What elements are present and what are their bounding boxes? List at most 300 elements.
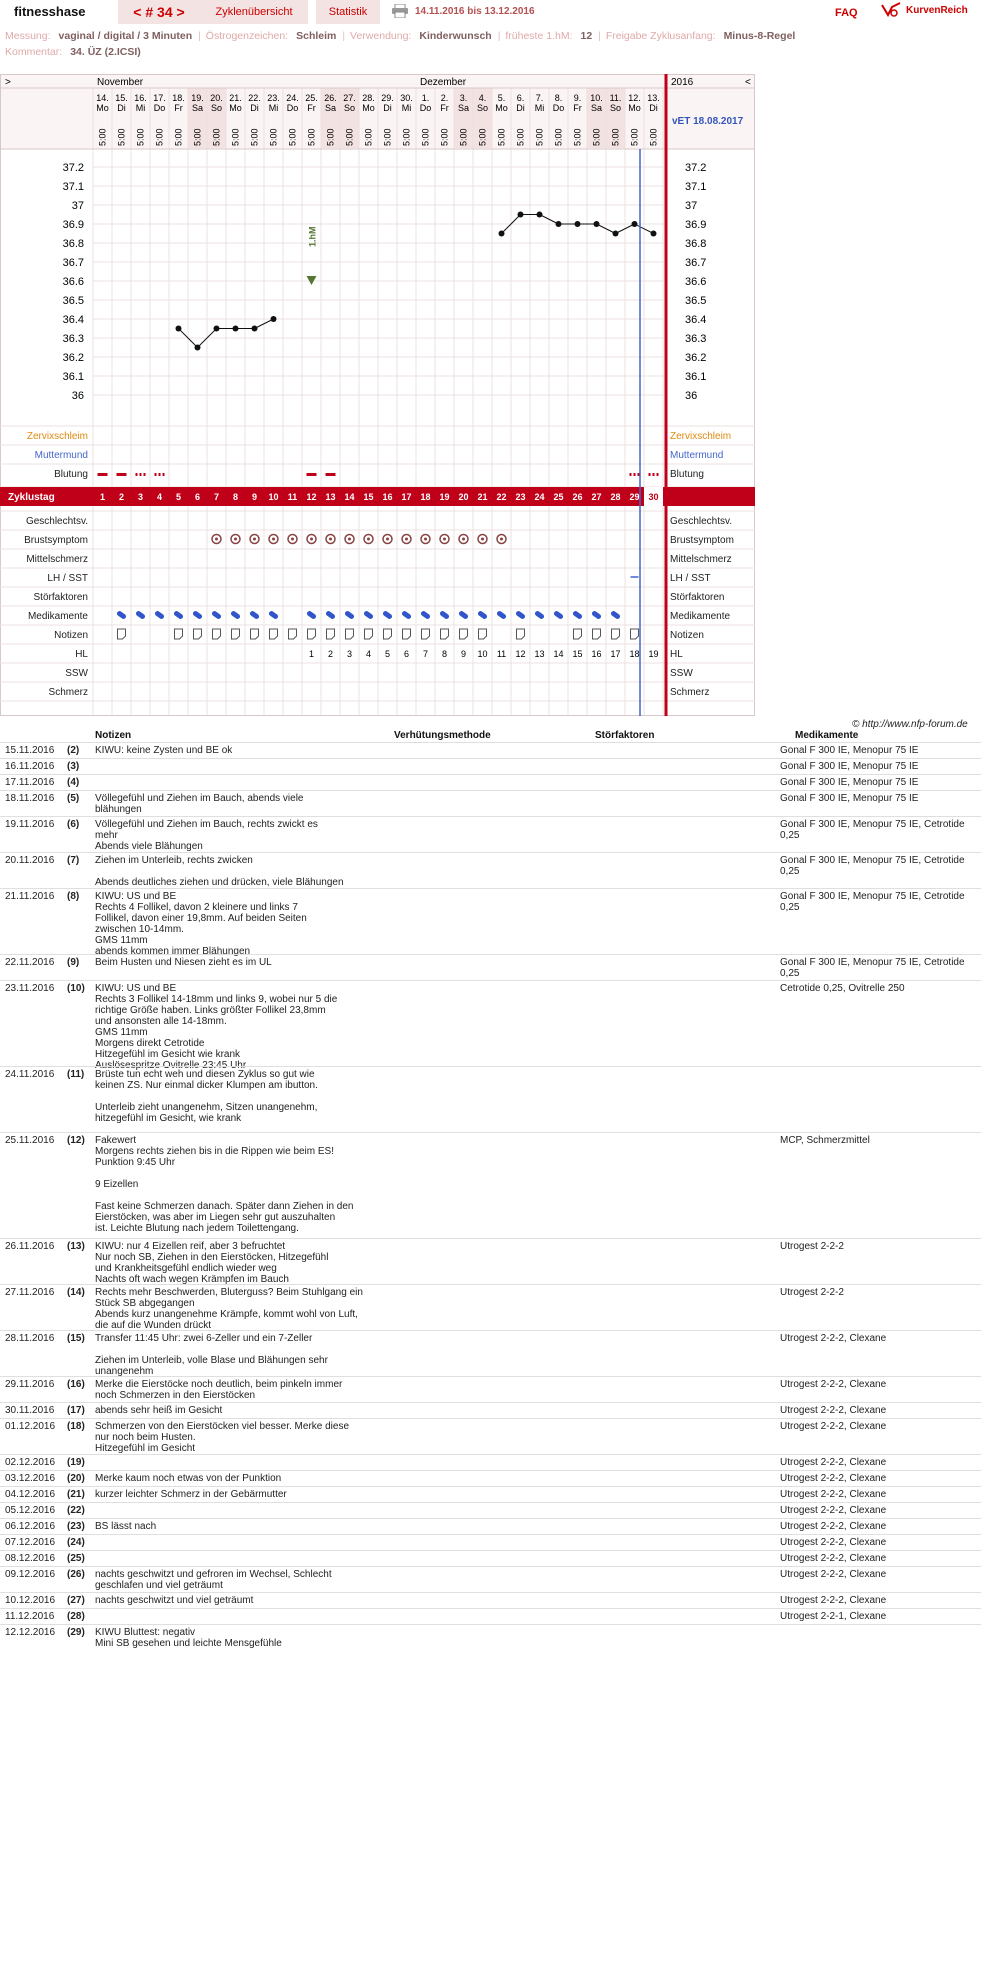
- note-text: KIWU: keine Zysten und BE ok: [95, 745, 233, 756]
- measurement-time: 5:00: [154, 128, 165, 146]
- note-date: 20.11.2016: [5, 855, 55, 866]
- note-row: [0, 1518, 981, 1534]
- temperature-point: [575, 221, 581, 227]
- col-medi: Medikamente: [795, 730, 859, 741]
- note-icon: [517, 629, 525, 639]
- row-label-right-notizen: Notizen: [670, 630, 704, 641]
- measurement-time: 5:00: [477, 128, 488, 146]
- cycle-day-row: [0, 487, 755, 506]
- day-number: 24.: [286, 93, 299, 103]
- note-medication: Utrogest 2-2-1, Clexane: [780, 1611, 887, 1622]
- row-label-right-hl: HL: [670, 649, 683, 660]
- note-medication: MCP, Schmerzmittel: [780, 1135, 870, 1146]
- day-number: 3.: [459, 93, 468, 103]
- day-number: 22.: [248, 93, 261, 103]
- note-text: Brüste tun echt weh und diesen Zyklus so gut wie keinen ZS. Nur einmal dicker Klumpen am ibutton. Unterleib zieht unangenehm, Sitzen unangenehm, hitzegefühl im Gesicht, wie krank: [95, 1069, 318, 1124]
- row-label-zyklustag: Zyklustag: [8, 492, 55, 503]
- weekday-label: Mi: [401, 103, 412, 113]
- breast-symptom-icon-dot: [310, 538, 313, 541]
- note-cycle-day: (12): [67, 1135, 85, 1146]
- note-icon: [631, 629, 639, 639]
- cycle-day-number: 8: [232, 492, 239, 502]
- weekday-label: Mo: [495, 103, 508, 113]
- cycle-day-number: 21: [477, 492, 488, 502]
- y-tick-right: 36.7: [685, 257, 707, 269]
- note-row: [0, 1376, 981, 1402]
- note-medication: Gonal F 300 IE, Menopur 75 IE: [780, 793, 919, 804]
- row-label-medi: Medikamente: [27, 611, 88, 622]
- note-medication: Utrogest 2-2-2, Clexane: [780, 1421, 887, 1432]
- note-cycle-day: (20): [67, 1473, 85, 1484]
- day-number: 19.: [191, 93, 204, 103]
- note-date: 25.11.2016: [5, 1135, 55, 1146]
- row-label-ssw: SSW: [65, 668, 88, 679]
- measurement-time: 5:00: [306, 128, 317, 146]
- y-tick-right: 37.1: [685, 181, 707, 193]
- note-medication: Utrogest 2-2-2, Clexane: [780, 1521, 887, 1532]
- year-label: 2016: [671, 77, 694, 88]
- hl-number: 17: [610, 649, 621, 659]
- temperature-point: [233, 326, 239, 332]
- faq-link[interactable]: FAQ: [835, 7, 858, 19]
- cycle-day-number: 3: [137, 492, 144, 502]
- note-medication: Utrogest 2-2-2, Clexane: [780, 1379, 887, 1390]
- y-tick-right: 36.2: [685, 352, 707, 364]
- day-number: 6.: [516, 93, 525, 103]
- measurement-time: 5:00: [553, 128, 564, 146]
- note-medication: Gonal F 300 IE, Menopur 75 IE: [780, 745, 919, 756]
- weekday-label: Sa: [457, 103, 470, 113]
- note-cycle-day: (17): [67, 1405, 85, 1416]
- row-label-right-muttermund: Muttermund: [670, 450, 724, 461]
- weekday-label: Di: [250, 103, 259, 113]
- note-cycle-day: (2): [67, 745, 80, 756]
- row-label-right-zervix: Zervixschleim: [670, 431, 732, 442]
- breast-symptom-icon-dot: [291, 538, 294, 541]
- note-date: 01.12.2016: [5, 1421, 56, 1432]
- row-label-schmerz: Schmerz: [48, 687, 88, 698]
- note-icon: [441, 629, 449, 639]
- cycle-day-number: 11: [287, 492, 298, 502]
- cycle-day-number: 9: [251, 492, 258, 502]
- row-label-right-stoer: Störfaktoren: [670, 592, 725, 603]
- note-row: [0, 774, 981, 790]
- y-tick-right: 36.4: [685, 314, 707, 326]
- spotting-mark: [155, 473, 157, 476]
- note-icon: [612, 629, 620, 639]
- breast-symptom-icon-dot: [272, 538, 275, 541]
- note-cycle-day: (19): [67, 1457, 85, 1468]
- next-cycle-button[interactable]: >: [176, 4, 185, 20]
- measurement-time: 5:00: [420, 128, 431, 146]
- measurement-time: 5:00: [249, 128, 260, 146]
- note-row: [0, 1566, 981, 1592]
- weekday-label: Fr: [440, 103, 449, 113]
- cycle-day-number: 13: [325, 492, 336, 502]
- note-cycle-day: (28): [67, 1611, 85, 1622]
- note-date: 18.11.2016: [5, 793, 55, 804]
- measurement-time: 5:00: [515, 128, 526, 146]
- breast-symptom-icon-dot: [253, 538, 256, 541]
- prev-cycle-button[interactable]: <: [133, 4, 142, 20]
- row-label-right-geschlecht: Geschlechtsv.: [670, 516, 733, 527]
- note-icon: [574, 629, 582, 639]
- breast-symptom-icon-dot: [215, 538, 218, 541]
- note-icon: [479, 629, 487, 639]
- y-tick-right: 36.8: [685, 238, 707, 250]
- weekday-label: Fr: [573, 103, 582, 113]
- note-row: [0, 1470, 981, 1486]
- note-cycle-day: (4): [67, 777, 80, 788]
- breast-symptom-icon-dot: [405, 538, 408, 541]
- cycle-overview-tab[interactable]: Zyklenübersicht: [200, 0, 308, 24]
- hl-number: 2: [327, 649, 334, 659]
- note-cycle-day: (3): [67, 761, 80, 772]
- statistics-tab[interactable]: Statistik: [316, 0, 380, 24]
- note-text: Völlegefühl und Ziehen im Bauch, rechts zwickt es mehr Abends viele Blähungen: [95, 819, 318, 852]
- row-label-right-blutung: Blutung: [670, 469, 704, 480]
- cycle-day-number: 1: [99, 492, 106, 502]
- note-text: abends sehr heiß im Gesicht: [95, 1405, 223, 1416]
- note-icon: [118, 629, 126, 639]
- hl-number: 10: [477, 649, 488, 659]
- note-icon: [346, 629, 354, 639]
- note-text: BS lässt nach: [95, 1521, 157, 1532]
- spotting-mark: [163, 473, 165, 476]
- weekday-label: Sa: [191, 103, 204, 113]
- note-cycle-day: (14): [67, 1287, 85, 1298]
- hl-number: 19: [648, 649, 659, 659]
- y-tick-left: 36.4: [62, 314, 84, 326]
- logo-icon: [880, 1, 902, 22]
- note-cycle-day: (21): [67, 1489, 85, 1500]
- note-icon: [308, 629, 316, 639]
- breast-symptom-icon-dot: [367, 538, 370, 541]
- note-text: Rechts mehr Beschwerden, Bluterguss? Beim Stuhlgang ein Stück SB abgegangen Abends kurz unangenehme Krämpfe, kommt wohl von Luft, die auf die Wunden drückt: [95, 1287, 363, 1331]
- day-number: 26.: [324, 93, 337, 103]
- top-navigation: [0, 0, 981, 26]
- note-date: 07.12.2016: [5, 1537, 56, 1548]
- row-label-stoer: Störfaktoren: [33, 592, 88, 603]
- cycle-day-number: 12: [306, 492, 317, 502]
- first-high-marker-label: 1.hM: [307, 226, 318, 247]
- temperature-point: [537, 212, 543, 218]
- note-date: 10.12.2016: [5, 1595, 56, 1606]
- note-date: 09.12.2016: [5, 1569, 56, 1580]
- note-date: 05.12.2016: [5, 1505, 56, 1516]
- note-icon: [422, 629, 430, 639]
- y-tick-left: 36.1: [62, 371, 84, 383]
- row-label-right-ssw: SSW: [670, 668, 693, 679]
- day-number: 10.: [590, 93, 603, 103]
- note-row: [0, 1592, 981, 1608]
- y-tick-left: 36.6: [62, 276, 84, 288]
- row-label-blutung: Blutung: [54, 469, 88, 480]
- measurement-time: 5:00: [363, 128, 374, 146]
- note-medication: Gonal F 300 IE, Menopur 75 IE, Cetrotide 0,25: [780, 957, 965, 979]
- note-text: nachts geschwitzt und viel geträumt: [95, 1595, 254, 1606]
- col-stoer: Störfaktoren: [595, 730, 655, 741]
- day-number: 8.: [554, 93, 563, 103]
- temperature-point: [518, 212, 524, 218]
- cycle-day-number: 17: [401, 492, 412, 502]
- note-medication: Utrogest 2-2-2, Clexane: [780, 1333, 887, 1344]
- hl-number: 7: [422, 649, 429, 659]
- weekday-label: Fr: [174, 103, 183, 113]
- measurement-time: 5:00: [610, 128, 621, 146]
- day-number: 12.: [628, 93, 641, 103]
- note-icon: [213, 629, 221, 639]
- weekday-label: Di: [649, 103, 658, 113]
- note-cycle-day: (15): [67, 1333, 85, 1344]
- row-label-right-mittel: Mittelschmerz: [670, 554, 732, 565]
- note-cycle-day: (29): [67, 1627, 85, 1638]
- comment-info: Kommentar: 34. ÜZ (2.ICSI): [5, 46, 141, 58]
- bleeding-mark: [307, 473, 317, 476]
- breast-symptom-icon-dot: [386, 538, 389, 541]
- spotting-mark: [638, 473, 640, 476]
- breast-symptom-icon-dot: [234, 538, 237, 541]
- day-number: 27.: [343, 93, 356, 103]
- note-row: [0, 1284, 981, 1330]
- weekday-label: Di: [383, 103, 392, 113]
- note-text: KIWU: nur 4 Eizellen reif, aber 3 befruchtet Nur noch SB, Ziehen in den Eierstöcken, Hitzegefühl und Krankheitsgefühl endlich wieder weg Nachts oft wach wegen Krämpfen im Bauch: [95, 1241, 329, 1285]
- note-medication: Gonal F 300 IE, Menopur 75 IE, Cetrotide 0,25: [780, 819, 965, 841]
- note-medication: Gonal F 300 IE, Menopur 75 IE, Cetrotide 0,25: [780, 891, 965, 913]
- measurement-time: 5:00: [648, 128, 659, 146]
- note-row: [0, 852, 981, 888]
- spotting-mark: [634, 473, 636, 476]
- temperature-point: [556, 221, 562, 227]
- measurement-time: 5:00: [344, 128, 355, 146]
- day-number: 16.: [134, 93, 147, 103]
- note-row: [0, 1502, 981, 1518]
- hl-number: 4: [365, 649, 372, 659]
- note-date: 30.11.2016: [5, 1405, 55, 1416]
- measurement-time: 5:00: [97, 128, 108, 146]
- note-text: Schmerzen von den Eierstöcken viel besser. Merke diese nur noch beim Husten. Hitzegefühl im Gesicht: [95, 1421, 350, 1454]
- weekday-label: Mi: [135, 103, 146, 113]
- weekday-label: Sa: [590, 103, 603, 113]
- note-medication: Utrogest 2-2-2, Clexane: [780, 1457, 887, 1468]
- note-text: KIWU Bluttest: negativ Mini SB gesehen und leichte Mensgefühle: [95, 1627, 282, 1649]
- note-date: 08.12.2016: [5, 1553, 56, 1564]
- day-number: 18.: [172, 93, 185, 103]
- note-text: Merke die Eierstöcke noch deutlich, beim pinkeln immer noch Schmerzen in den Eierstöcken: [95, 1379, 343, 1401]
- hl-number: 1: [308, 649, 315, 659]
- user-name: fitnesshase: [14, 4, 86, 19]
- y-tick-right: 36.6: [685, 276, 707, 288]
- note-icon: [194, 629, 202, 639]
- cycle-chart: [0, 74, 755, 716]
- day-number: 29.: [381, 93, 394, 103]
- note-date: 04.12.2016: [5, 1489, 56, 1500]
- weekday-label: Di: [516, 103, 525, 113]
- cycle-day-number: 18: [420, 492, 431, 502]
- weekday-label: Mi: [534, 103, 545, 113]
- note-medication: Utrogest 2-2-2, Clexane: [780, 1595, 887, 1606]
- note-row: [0, 1066, 981, 1132]
- note-medication: Utrogest 2-2-2, Clexane: [780, 1553, 887, 1564]
- note-date: 23.11.2016: [5, 983, 55, 994]
- logo-text: KurvenReich: [906, 5, 968, 16]
- cycle-day-number: 14: [344, 492, 355, 502]
- y-tick-right: 37.2: [685, 162, 707, 174]
- day-number: 5.: [497, 93, 506, 103]
- cycle-day-number: 28: [610, 492, 621, 502]
- note-icon: [232, 629, 240, 639]
- weekday-label: Do: [286, 103, 299, 113]
- note-date: 22.11.2016: [5, 957, 55, 968]
- breast-symptom-icon-dot: [348, 538, 351, 541]
- note-cycle-day: (11): [67, 1069, 85, 1080]
- note-medication: Utrogest 2-2-2, Clexane: [780, 1537, 887, 1548]
- note-row: [0, 1486, 981, 1502]
- weekday-label: Mo: [229, 103, 242, 113]
- month-label: November: [97, 77, 144, 88]
- note-date: 24.11.2016: [5, 1069, 55, 1080]
- weekday-label: Do: [419, 103, 432, 113]
- note-medication: Gonal F 300 IE, Menopur 75 IE: [780, 777, 919, 788]
- weekday-label: So: [609, 103, 622, 113]
- note-cycle-day: (5): [67, 793, 80, 804]
- col-method: Verhütungsmethode: [394, 730, 491, 741]
- spotting-mark: [630, 473, 632, 476]
- y-tick-left: 36.7: [62, 257, 84, 269]
- note-medication: Utrogest 2-2-2: [780, 1241, 844, 1252]
- weekday-label: So: [210, 103, 223, 113]
- note-cycle-day: (24): [67, 1537, 85, 1548]
- note-text: Völlegefühl und Ziehen im Bauch, abends viele blähungen: [95, 793, 304, 815]
- note-icon: [327, 629, 335, 639]
- spotting-mark: [159, 473, 161, 476]
- row-label-hl: HL: [75, 649, 88, 660]
- day-number: 30.: [400, 93, 413, 103]
- note-text: KIWU: US und BE Rechts 3 Follikel 14-18mm und links 9, wobei nur 5 die richtige Größe haben. Links größter Follikel 23,8mm und ansonsten alle 14-18mm. GMS 11mm Morgens direkt Cetrotide Hitzegefühl im Gesicht wie krank Auslösespritze Ovitrelle 23:45 Uhr: [95, 983, 338, 1071]
- spotting-mark: [649, 473, 651, 476]
- spotting-mark: [144, 473, 146, 476]
- measurement-time: 5:00: [401, 128, 412, 146]
- note-cycle-day: (9): [67, 957, 80, 968]
- measurement-time: 5:00: [230, 128, 241, 146]
- note-cycle-day: (8): [67, 891, 80, 902]
- note-date: 16.11.2016: [5, 761, 55, 772]
- y-tick-right: 36.3: [685, 333, 707, 345]
- note-icon: [593, 629, 601, 639]
- measurement-time: 5:00: [173, 128, 184, 146]
- day-number: 23.: [267, 93, 280, 103]
- cycle-day-number: 23: [515, 492, 526, 502]
- temperature-point: [214, 326, 220, 332]
- cycle-day-number: 26: [572, 492, 583, 502]
- bleeding-mark: [117, 473, 127, 476]
- measurement-time: 5:00: [211, 128, 222, 146]
- note-cycle-day: (10): [67, 983, 85, 994]
- note-icon: [460, 629, 468, 639]
- note-date: 27.11.2016: [5, 1287, 55, 1298]
- measurement-time: 5:00: [192, 128, 203, 146]
- row-label-right-schmerz: Schmerz: [670, 687, 710, 698]
- day-number: 20.: [210, 93, 223, 103]
- row-label-notizen: Notizen: [54, 630, 88, 641]
- cycle-day-number: 30: [648, 492, 659, 502]
- cycle-day-number: 2: [118, 492, 125, 502]
- breast-symptom-icon-dot: [500, 538, 503, 541]
- note-row: [0, 1418, 981, 1454]
- spotting-mark: [653, 473, 655, 476]
- scroll-left-button[interactable]: >: [5, 77, 11, 88]
- weekday-label: Mo: [96, 103, 109, 113]
- measurement-time: 5:00: [287, 128, 298, 146]
- note-medication: Utrogest 2-2-2, Clexane: [780, 1505, 887, 1516]
- note-icon: [270, 629, 278, 639]
- printer-icon[interactable]: [392, 4, 408, 18]
- row-label-geschlecht: Geschlechtsv.: [25, 516, 88, 527]
- breast-symptom-icon-dot: [462, 538, 465, 541]
- cycle-day-number: 5: [175, 492, 182, 502]
- note-row: [0, 888, 981, 957]
- day-number: 2.: [440, 93, 449, 103]
- weekday-label: Do: [153, 103, 166, 113]
- note-date: 11.12.2016: [5, 1611, 55, 1622]
- breast-symptom-icon-dot: [329, 538, 332, 541]
- day-number: 1.: [421, 93, 430, 103]
- note-cycle-day: (27): [67, 1595, 85, 1606]
- cycle-day-number: 15: [363, 492, 374, 502]
- row-label-right-lh: LH / SST: [670, 573, 711, 584]
- hl-number: 15: [572, 649, 583, 659]
- note-date: 15.11.2016: [5, 745, 55, 756]
- note-cycle-day: (7): [67, 855, 80, 866]
- note-text: nachts geschwitzt und gefroren im Wechsel, Schlecht geschlafen und viel geträumt: [95, 1569, 332, 1591]
- hl-number: 6: [403, 649, 410, 659]
- cycle-navigator: [118, 0, 200, 24]
- note-cycle-day: (26): [67, 1569, 85, 1580]
- y-tick-left: 36: [71, 390, 84, 402]
- note-row: [0, 1550, 981, 1566]
- measurement-info: Messung: vaginal / digital / 3 Minuten | Östrogenzeichen: Schleim | Verwendung: Kinderwunsch | früheste 1.hM: 12 | Freigabe Zyklusanfang: Minus-8-Regel: [5, 30, 796, 42]
- y-tick-right: 36.9: [685, 219, 707, 231]
- note-row: [0, 1238, 981, 1284]
- cycle-day-number: 7: [213, 492, 220, 502]
- note-row: [0, 758, 981, 774]
- weekday-label: Mi: [268, 103, 279, 113]
- copyright: © http://www.nfp-forum.de: [852, 719, 968, 730]
- note-cycle-day: (22): [67, 1505, 85, 1516]
- measurement-time: 5:00: [572, 128, 583, 146]
- note-row: [0, 816, 981, 852]
- note-row: [0, 1454, 981, 1470]
- spotting-mark: [140, 473, 142, 476]
- measurement-time: 5:00: [591, 128, 602, 146]
- note-medication: Gonal F 300 IE, Menopur 75 IE: [780, 761, 919, 772]
- note-row: [0, 742, 981, 758]
- weekday-label: Mo: [362, 103, 375, 113]
- cycle-number: # 34: [145, 4, 173, 20]
- temperature-point: [651, 231, 657, 237]
- y-tick-left: 37.2: [62, 162, 84, 174]
- note-icon: [384, 629, 392, 639]
- day-number: 7.: [535, 93, 544, 103]
- cycle-day-number: 27: [591, 492, 602, 502]
- hl-number: 8: [441, 649, 448, 659]
- note-row: [0, 1534, 981, 1550]
- note-date: 28.11.2016: [5, 1333, 55, 1344]
- y-tick-left: 36.3: [62, 333, 84, 345]
- scroll-right-button[interactable]: <: [745, 77, 751, 88]
- note-text: Merke kaum noch etwas von der Punktion: [95, 1473, 282, 1484]
- measurement-time: 5:00: [325, 128, 336, 146]
